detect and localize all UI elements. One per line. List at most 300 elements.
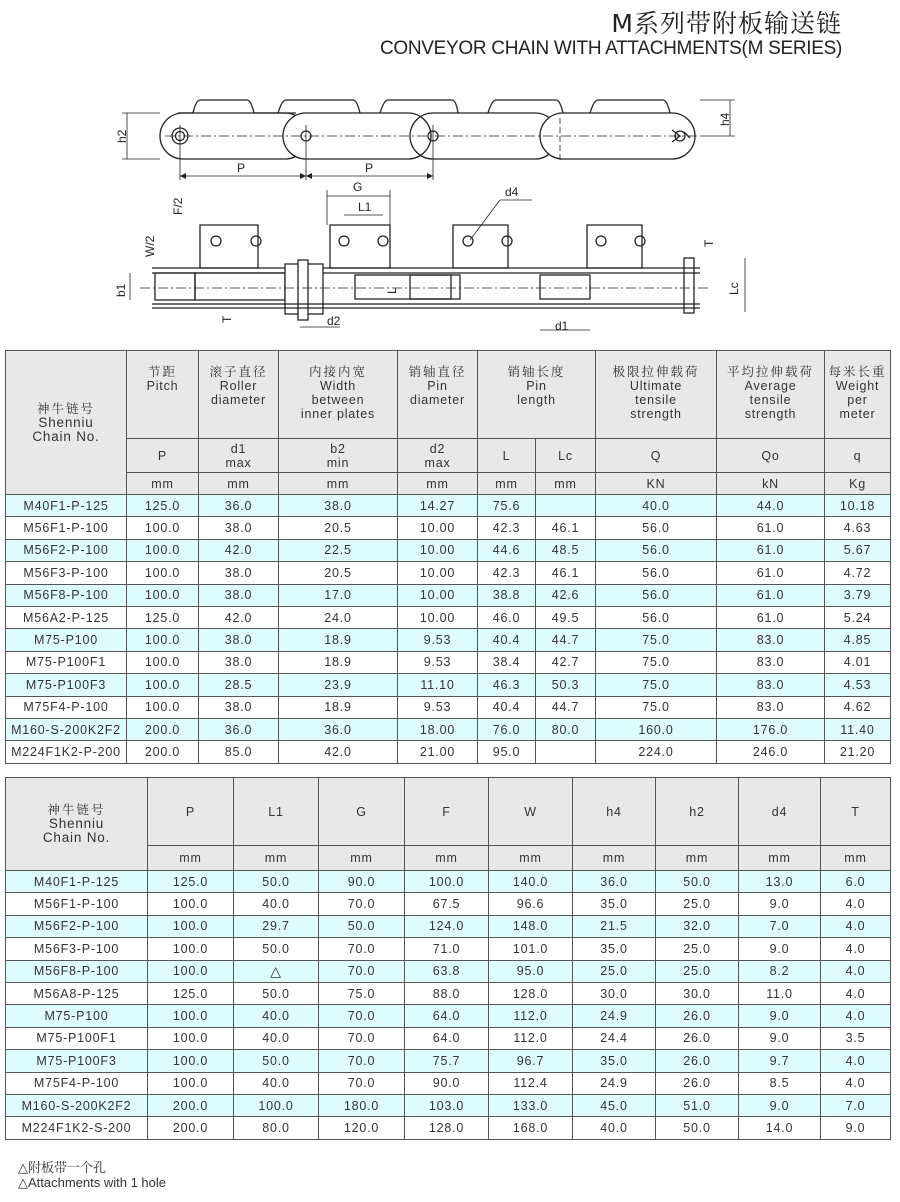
value-cell: 38.0 <box>279 495 398 517</box>
value-cell: 40.4 <box>478 629 536 651</box>
table-row <box>6 1005 891 1027</box>
value-cell: 38.0 <box>199 696 279 718</box>
value-cell: 11.10 <box>398 674 478 696</box>
value-cell: 50.0 <box>234 982 319 1004</box>
table-row <box>6 893 891 915</box>
label-h2: h2 <box>115 129 129 143</box>
value-cell: 21.20 <box>825 741 891 763</box>
value-cell: 20.5 <box>279 562 398 584</box>
value-cell: 50.0 <box>234 1050 319 1072</box>
value-cell: 133.0 <box>489 1094 573 1116</box>
value-cell: 48.5 <box>536 539 596 561</box>
value-cell: 21.5 <box>573 915 656 937</box>
value-cell: 38.0 <box>199 629 279 651</box>
table-row <box>6 938 891 960</box>
value-cell: 4.72 <box>825 562 891 584</box>
value-cell: 6.0 <box>821 871 891 893</box>
sym-d1: d1 max <box>199 439 279 473</box>
table-row <box>6 741 891 763</box>
value-cell: 10.18 <box>825 495 891 517</box>
value-cell: 70.0 <box>319 938 405 960</box>
table-row <box>6 982 891 1004</box>
table-1-body <box>6 495 891 764</box>
chain-no-cell: M224F1K2-P-200 <box>6 741 127 763</box>
value-cell: 50.0 <box>656 871 739 893</box>
value-cell <box>536 495 596 517</box>
header-pitch: 节距 Pitch <box>127 351 199 439</box>
value-cell: 70.0 <box>319 960 405 982</box>
chain-no-cell: M40F1-P-125 <box>6 495 127 517</box>
chain-no-cell: M40F1-P-125 <box>6 871 148 893</box>
value-cell: 100.0 <box>148 1050 234 1072</box>
value-cell: 124.0 <box>405 915 489 937</box>
value-cell: 42.3 <box>478 517 536 539</box>
value-cell: 35.0 <box>573 1050 656 1072</box>
value-cell: 75.0 <box>596 651 717 673</box>
table-row <box>6 1072 891 1094</box>
chain-no-cell: M56F8-P-100 <box>6 584 127 606</box>
value-cell: 26.0 <box>656 1072 739 1094</box>
value-cell: 70.0 <box>319 1005 405 1027</box>
value-cell: 46.1 <box>536 517 596 539</box>
value-cell: 38.0 <box>199 584 279 606</box>
value-cell: 40.0 <box>234 1072 319 1094</box>
value-cell: 112.0 <box>489 1027 573 1049</box>
value-cell: 4.01 <box>825 651 891 673</box>
value-cell: 49.5 <box>536 606 596 628</box>
value-cell: 76.0 <box>478 718 536 740</box>
unit: mm <box>405 846 489 871</box>
value-cell: 90.0 <box>319 871 405 893</box>
value-cell: 56.0 <box>596 517 717 539</box>
value-cell: 100.0 <box>127 584 199 606</box>
value-cell: 25.0 <box>656 893 739 915</box>
value-cell: 103.0 <box>405 1094 489 1116</box>
value-cell <box>536 741 596 763</box>
value-cell: 128.0 <box>405 1117 489 1139</box>
unit: mm <box>279 473 398 495</box>
unit: mm <box>573 846 656 871</box>
value-cell: 75.0 <box>319 982 405 1004</box>
value-cell: 96.7 <box>489 1050 573 1072</box>
sym-p: P <box>127 439 199 473</box>
value-cell: 21.00 <box>398 741 478 763</box>
value-cell: 200.0 <box>148 1094 234 1116</box>
value-cell: 61.0 <box>717 539 825 561</box>
table-row <box>6 1094 891 1116</box>
value-cell: 36.0 <box>279 718 398 740</box>
header-p: P <box>148 778 234 846</box>
sym-qo: Qo <box>717 439 825 473</box>
value-cell: 100.0 <box>127 674 199 696</box>
value-cell: 9.0 <box>821 1117 891 1139</box>
table-row <box>6 539 891 561</box>
unit: KN <box>596 473 717 495</box>
value-cell: 40.0 <box>234 893 319 915</box>
value-cell: 35.0 <box>573 938 656 960</box>
value-cell: 200.0 <box>127 741 199 763</box>
value-cell: 80.0 <box>234 1117 319 1139</box>
header-h2: h2 <box>656 778 739 846</box>
value-cell: 25.0 <box>656 960 739 982</box>
value-cell: 4.0 <box>821 1072 891 1094</box>
label-d1: d1 <box>555 319 569 333</box>
value-cell: 50.3 <box>536 674 596 696</box>
value-cell: 64.0 <box>405 1027 489 1049</box>
unit: mm <box>821 846 891 871</box>
value-cell: 28.5 <box>199 674 279 696</box>
value-cell: 10.00 <box>398 606 478 628</box>
table-row <box>6 718 891 740</box>
value-cell: 83.0 <box>717 651 825 673</box>
value-cell: 26.0 <box>656 1027 739 1049</box>
value-cell: 100.0 <box>127 629 199 651</box>
table-row <box>6 960 891 982</box>
table-row <box>6 517 891 539</box>
label-t2: T <box>702 239 716 247</box>
value-cell: 40.0 <box>573 1117 656 1139</box>
label-b1: b1 <box>114 283 128 297</box>
unit: mm <box>739 846 821 871</box>
value-cell: 100.0 <box>405 871 489 893</box>
unit: Kg <box>825 473 891 495</box>
chain-diagram <box>0 80 900 350</box>
value-cell: 75.0 <box>596 696 717 718</box>
label-d4: d4 <box>505 185 519 199</box>
chain-no-cell: M75-P100 <box>6 1005 148 1027</box>
value-cell: 18.9 <box>279 696 398 718</box>
value-cell: 22.5 <box>279 539 398 561</box>
value-cell: 100.0 <box>127 517 199 539</box>
value-cell: 85.0 <box>199 741 279 763</box>
header-pin-length: 销轴长度 Pin length <box>478 351 596 439</box>
header-roller-diameter: 滚子直径 Roller diameter <box>199 351 279 439</box>
value-cell: 100.0 <box>148 1027 234 1049</box>
table-row <box>6 1027 891 1049</box>
chain-no-cell: M56F3-P-100 <box>6 938 148 960</box>
value-cell: 42.6 <box>536 584 596 606</box>
value-cell: 36.0 <box>573 871 656 893</box>
value-cell: 36.0 <box>199 718 279 740</box>
unit: mm <box>478 473 536 495</box>
value-cell: 42.0 <box>199 606 279 628</box>
label-t1: T <box>220 315 234 323</box>
unit: mm <box>234 846 319 871</box>
value-cell: 24.4 <box>573 1027 656 1049</box>
value-cell: 63.8 <box>405 960 489 982</box>
value-cell: 9.53 <box>398 651 478 673</box>
value-cell: 70.0 <box>319 1050 405 1072</box>
value-cell: 56.0 <box>596 562 717 584</box>
value-cell: 70.0 <box>319 1072 405 1094</box>
top-view <box>122 100 735 180</box>
value-cell: 14.0 <box>739 1117 821 1139</box>
header-chain-no: 神牛链号 Shenniu Chain No. <box>6 351 127 495</box>
value-cell: 10.00 <box>398 517 478 539</box>
sym-l: L <box>478 439 536 473</box>
value-cell: 38.4 <box>478 651 536 673</box>
label-p2: P <box>365 161 374 175</box>
value-cell: 17.0 <box>279 584 398 606</box>
value-cell: 7.0 <box>739 915 821 937</box>
value-cell: 14.27 <box>398 495 478 517</box>
specs-table-2 <box>5 777 891 1140</box>
value-cell: 44.6 <box>478 539 536 561</box>
unit: mm <box>536 473 596 495</box>
label-lc: Lc <box>727 282 741 295</box>
value-cell: 51.0 <box>656 1094 739 1116</box>
value-cell: 100.0 <box>148 1072 234 1094</box>
header-w: W <box>489 778 573 846</box>
value-cell: 8.5 <box>739 1072 821 1094</box>
value-cell: 4.0 <box>821 1050 891 1072</box>
value-cell: 4.0 <box>821 982 891 1004</box>
value-cell: 11.0 <box>739 982 821 1004</box>
label-d2: d2 <box>327 314 341 328</box>
value-cell: 10.00 <box>398 562 478 584</box>
label-w2: W/2 <box>143 235 157 257</box>
sym-q-weight: q <box>825 439 891 473</box>
footnote-cn: △附板带一个孔 <box>18 1161 106 1176</box>
table-row <box>6 674 891 696</box>
chain-no-cell: M75-P100F3 <box>6 674 127 696</box>
value-cell: 4.63 <box>825 517 891 539</box>
footnote-en: △Attachments with 1 hole <box>18 1175 167 1190</box>
value-cell: 9.0 <box>739 893 821 915</box>
value-cell: 100.0 <box>148 915 234 937</box>
chain-no-cell: M75-P100 <box>6 629 127 651</box>
value-cell: 96.6 <box>489 893 573 915</box>
chain-no-cell: M160-S-200K2F2 <box>6 718 127 740</box>
value-cell: 246.0 <box>717 741 825 763</box>
value-cell: 38.0 <box>199 562 279 584</box>
value-cell: 168.0 <box>489 1117 573 1139</box>
value-cell: 88.0 <box>405 982 489 1004</box>
value-cell: 176.0 <box>717 718 825 740</box>
chain-no-cell: M75-P100F1 <box>6 651 127 673</box>
table-row <box>6 1050 891 1072</box>
value-cell: 46.0 <box>478 606 536 628</box>
value-cell: 3.5 <box>821 1027 891 1049</box>
value-cell: 50.0 <box>234 871 319 893</box>
value-cell: 24.0 <box>279 606 398 628</box>
value-cell: 42.7 <box>536 651 596 673</box>
sym-d2: d2 max <box>398 439 478 473</box>
value-cell: 75.7 <box>405 1050 489 1072</box>
chain-no-cell: M160-S-200K2F2 <box>6 1094 148 1116</box>
value-cell: 112.0 <box>489 1005 573 1027</box>
value-cell: 83.0 <box>717 629 825 651</box>
chain-no-cell: M56F1-P-100 <box>6 517 127 539</box>
table-row <box>6 651 891 673</box>
value-cell: 40.0 <box>234 1027 319 1049</box>
value-cell: 112.4 <box>489 1072 573 1094</box>
page-title-en: CONVEYOR CHAIN WITH ATTACHMENTS(M SERIES) <box>379 38 842 59</box>
specs-table-1 <box>5 350 891 764</box>
value-cell: 125.0 <box>148 871 234 893</box>
value-cell: 13.0 <box>739 871 821 893</box>
value-cell: 120.0 <box>319 1117 405 1139</box>
value-cell: 10.00 <box>398 584 478 606</box>
header-ultimate-tensile: 极限拉伸载荷 Ultimate tensile strength <box>596 351 717 439</box>
label-l1: L1 <box>358 200 372 214</box>
value-cell: 100.0 <box>127 562 199 584</box>
value-cell: 11.40 <box>825 718 891 740</box>
header-width-inner-plates: 内接内宽 Width between inner plates <box>279 351 398 439</box>
value-cell: 42.0 <box>199 539 279 561</box>
value-cell: 100.0 <box>148 893 234 915</box>
value-cell: 7.0 <box>821 1094 891 1116</box>
value-cell: 42.0 <box>279 741 398 763</box>
value-cell: 100.0 <box>127 539 199 561</box>
chain-no-cell: M75F4-P-100 <box>6 1072 148 1094</box>
table-row <box>6 871 891 893</box>
value-cell: 4.0 <box>821 1005 891 1027</box>
value-cell: 18.00 <box>398 718 478 740</box>
chain-no-cell: M56A8-P-125 <box>6 982 148 1004</box>
unit: mm <box>127 473 199 495</box>
chain-no-cell: M56F1-P-100 <box>6 893 148 915</box>
table-2-body <box>6 871 891 1140</box>
chain-no-cell: M56F2-P-100 <box>6 539 127 561</box>
value-cell: 90.0 <box>405 1072 489 1094</box>
value-cell: 40.4 <box>478 696 536 718</box>
header-h4: h4 <box>573 778 656 846</box>
table-row <box>6 584 891 606</box>
value-cell: 9.7 <box>739 1050 821 1072</box>
value-cell: 4.0 <box>821 893 891 915</box>
value-cell: 56.0 <box>596 606 717 628</box>
value-cell: 61.0 <box>717 584 825 606</box>
header-chain-no: 神牛链号 Shenniu Chain No. <box>6 778 148 871</box>
chain-no-cell: M56F2-P-100 <box>6 915 148 937</box>
value-cell: 46.3 <box>478 674 536 696</box>
value-cell: 46.1 <box>536 562 596 584</box>
value-cell: 4.0 <box>821 960 891 982</box>
value-cell: 9.0 <box>739 1005 821 1027</box>
value-cell: 25.0 <box>656 938 739 960</box>
value-cell: 125.0 <box>148 982 234 1004</box>
value-cell: 9.0 <box>739 1094 821 1116</box>
value-cell: 20.5 <box>279 517 398 539</box>
value-cell: 5.67 <box>825 539 891 561</box>
value-cell: 180.0 <box>319 1094 405 1116</box>
value-cell: 45.0 <box>573 1094 656 1116</box>
value-cell: 4.53 <box>825 674 891 696</box>
label-g: G <box>353 180 363 194</box>
value-cell: 67.5 <box>405 893 489 915</box>
value-cell: 95.0 <box>489 960 573 982</box>
value-cell: 100.0 <box>234 1094 319 1116</box>
header-t: T <box>821 778 891 846</box>
table-row <box>6 915 891 937</box>
value-cell: 200.0 <box>148 1117 234 1139</box>
table-row <box>6 495 891 517</box>
value-cell: 4.85 <box>825 629 891 651</box>
value-cell: 4.62 <box>825 696 891 718</box>
value-cell: 38.0 <box>199 517 279 539</box>
header-d4: d4 <box>739 778 821 846</box>
value-cell: 38.0 <box>199 651 279 673</box>
value-cell: 50.0 <box>234 938 319 960</box>
value-cell: 9.0 <box>739 938 821 960</box>
value-cell: 75.0 <box>596 674 717 696</box>
label-f2: F/2 <box>171 197 185 215</box>
value-cell: 9.53 <box>398 629 478 651</box>
value-cell: 50.0 <box>319 915 405 937</box>
value-cell: 26.0 <box>656 1005 739 1027</box>
value-cell: 23.9 <box>279 674 398 696</box>
value-cell: 95.0 <box>478 741 536 763</box>
value-cell: 44.7 <box>536 629 596 651</box>
header-l1: L1 <box>234 778 319 846</box>
value-cell: 100.0 <box>148 938 234 960</box>
value-cell: 70.0 <box>319 1027 405 1049</box>
value-cell: 40.0 <box>234 1005 319 1027</box>
value-cell: 26.0 <box>656 1050 739 1072</box>
chain-no-cell: M56F8-P-100 <box>6 960 148 982</box>
value-cell: 4.0 <box>821 938 891 960</box>
value-cell: 100.0 <box>127 696 199 718</box>
value-cell: 18.9 <box>279 629 398 651</box>
value-cell: 10.00 <box>398 539 478 561</box>
value-cell: 71.0 <box>405 938 489 960</box>
label-h4: h4 <box>718 112 732 126</box>
value-cell: 61.0 <box>717 606 825 628</box>
value-cell: 3.79 <box>825 584 891 606</box>
value-cell: 56.0 <box>596 539 717 561</box>
unit: mm <box>199 473 279 495</box>
value-cell: 25.0 <box>573 960 656 982</box>
value-cell: 100.0 <box>148 960 234 982</box>
unit: mm <box>656 846 739 871</box>
sym-b2: b2 min <box>279 439 398 473</box>
table-row <box>6 696 891 718</box>
chain-no-cell: M75F4-P-100 <box>6 696 127 718</box>
unit: kN <box>717 473 825 495</box>
value-cell: 42.3 <box>478 562 536 584</box>
value-cell: 5.24 <box>825 606 891 628</box>
unit: mm <box>319 846 405 871</box>
header-average-tensile: 平均拉伸载荷 Average tensile strength <box>717 351 825 439</box>
value-cell: 50.0 <box>656 1117 739 1139</box>
chain-no-cell: M56F3-P-100 <box>6 562 127 584</box>
value-cell: 224.0 <box>596 741 717 763</box>
value-cell: 44.0 <box>717 495 825 517</box>
header-weight-per-meter: 每米长重 Weight per meter <box>825 351 891 439</box>
value-cell: 100.0 <box>127 651 199 673</box>
value-cell: 75.0 <box>596 629 717 651</box>
unit: mm <box>148 846 234 871</box>
unit: mm <box>398 473 478 495</box>
sym-q: Q <box>596 439 717 473</box>
value-cell: 101.0 <box>489 938 573 960</box>
value-cell: 75.6 <box>478 495 536 517</box>
value-cell: 24.9 <box>573 1005 656 1027</box>
value-cell: 32.0 <box>656 915 739 937</box>
value-cell: 40.0 <box>596 495 717 517</box>
value-cell: 30.0 <box>573 982 656 1004</box>
value-cell: 83.0 <box>717 674 825 696</box>
header-f: F <box>405 778 489 846</box>
value-cell: 128.0 <box>489 982 573 1004</box>
value-cell: 64.0 <box>405 1005 489 1027</box>
value-cell: 100.0 <box>148 1005 234 1027</box>
chain-no-cell: M75-P100F1 <box>6 1027 148 1049</box>
value-cell: 30.0 <box>656 982 739 1004</box>
value-cell: 36.0 <box>199 495 279 517</box>
unit: mm <box>489 846 573 871</box>
